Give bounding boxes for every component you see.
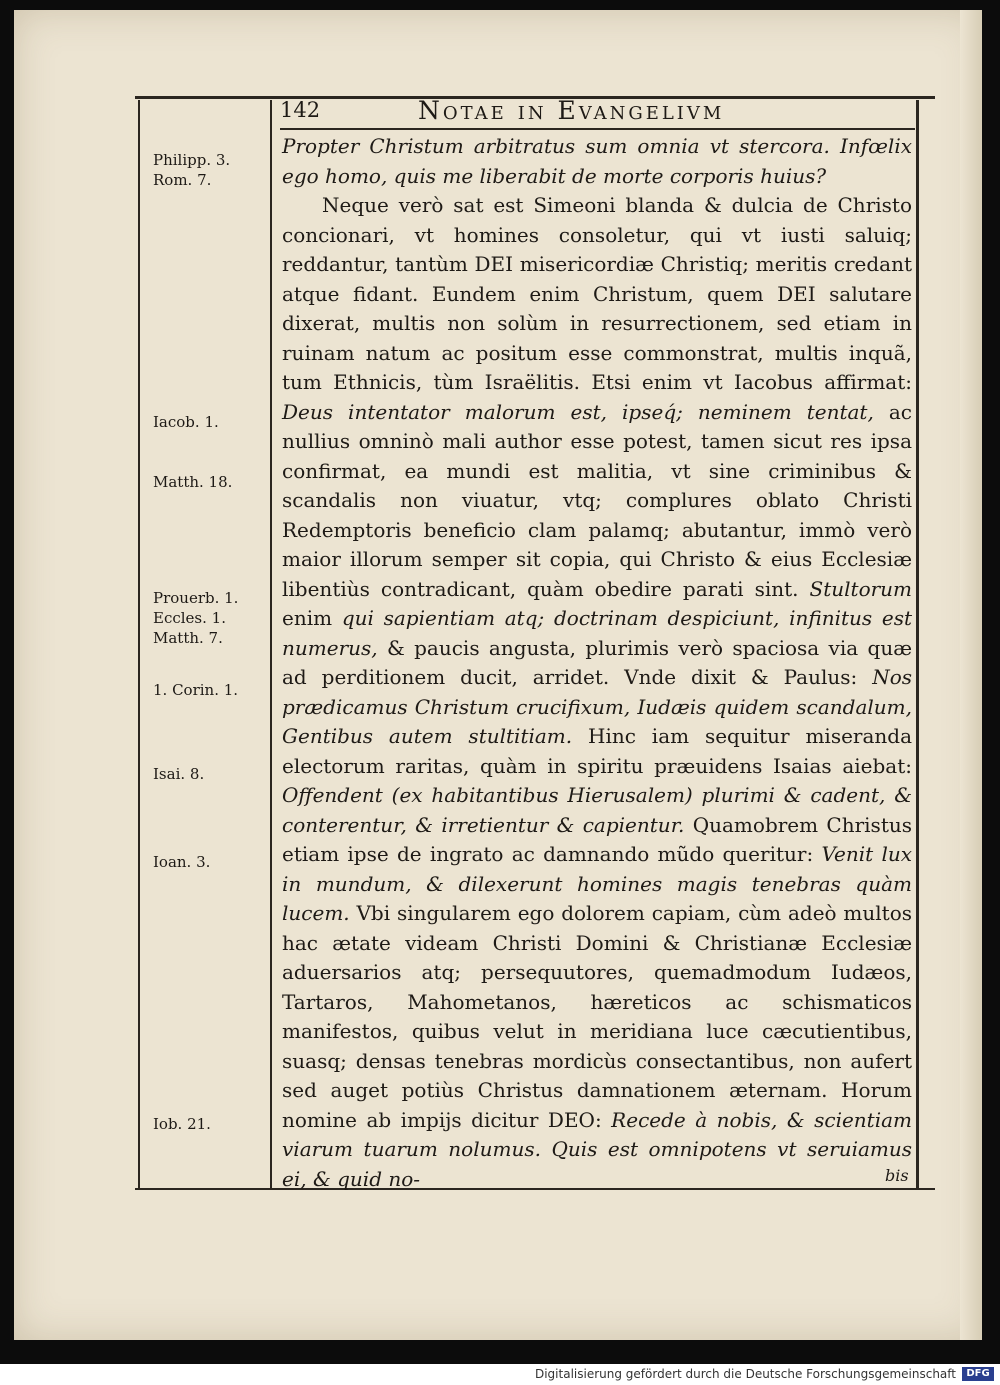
- scripture-quote: Nos prædicamus Christum crucifixum, Iudæis quidem scandalum, Gentibus autem stultitiam.: [282, 665, 912, 748]
- margin-note: Philipp. 3.: [153, 151, 231, 169]
- main-paragraph: [282, 191, 912, 1194]
- text-run: enim: [282, 606, 333, 630]
- left-border: [138, 100, 140, 1188]
- text-run: Hinc iam sequitur miseranda electorum raritas, quàm in spiritu præuidens Isaias aiebat:: [282, 724, 913, 778]
- margin-note: Isai. 8.: [153, 765, 205, 783]
- scripture-quote: plurimi & cadent, & conterentur, & irretientur & capientur.: [282, 783, 912, 837]
- text-run: Vbi singularem ego dolorem capiam, cùm adeò multos hac ætate videam Christi Domini & Christianæ Ecclesiæ aduersarios atq; persequutores, quemadmodum Iudæos, Tartaros, Mahometanos, hæreticos ac schismaticos manifestos, quibus velut in meridiana luce cæcutientibus, suasq; densas tenebras mordicùs consectantibus, non aufert sed auget potiùs Christus damnationem æternam. Horum nomine ab impijs dicitur DEO:: [282, 901, 912, 1132]
- body-text: [282, 132, 912, 1194]
- running-title: Notae in Evangelivm: [418, 96, 725, 125]
- margin-divider: [270, 100, 272, 1188]
- right-border: [916, 100, 919, 1188]
- margin-note: Iob. 21.: [153, 1115, 211, 1133]
- text-run: ac nullius omninò mali author esse potest, tamen sicut res ipsa confirmat, ea mundi est malitia, vt sine criminibus & scandalis non viuatur, vtq; complures oblato Christi Redemptoris beneficio clam palamq; abutantur, immò verò maior illorum semper sit copia, qui Christo & eius Ecclesiæ libentiùs contradicant, quàm obedire parati sint.: [282, 399, 912, 601]
- page-edge: [960, 10, 982, 1340]
- margin-note: Matth. 18.: [153, 473, 233, 491]
- page-number: 142: [280, 98, 321, 122]
- scripture-quote: Stultorum: [809, 576, 913, 601]
- scripture-quote: Offendent: [282, 783, 383, 807]
- scripture-quote: qui sapientiam atq; doctrinam despiciunt, infinitus est numerus,: [282, 606, 913, 660]
- dfg-logo: DFG: [962, 1367, 994, 1381]
- margin-note: Ioan. 3.: [153, 853, 211, 871]
- scripture-quote: Venit lux in mundum, & dilexerunt homines magis tenebras quàm lucem.: [282, 842, 913, 925]
- margin-note: Eccles. 1.: [153, 609, 226, 627]
- margin-note: Prouerb. 1.: [153, 589, 239, 607]
- text-run: Neque verò sat est Simeoni blanda & dulcia de Christo concionari, vt homines consoletur, qui vt iusti saluiq; reddantur, tantùm DEI misericordiæ Christiq; meritis credant atque fidant. Eundem enim Christum, quem DEI salutare dixerat, multis non solùm in resurrectionem, sed etiam in ruinam natum ac positum esse commonstrat, multis inquã, tum Ethnicis, tùm Israëlitis. Etsi enim vt Iacobus affirmat:: [282, 193, 912, 394]
- scripture-quote: (ex habitantibus Hierusalem): [391, 783, 693, 807]
- margin-note: Matth. 7.: [153, 629, 223, 647]
- margin-note: 1. Corin. 1.: [153, 681, 239, 699]
- header-rule: [280, 128, 915, 130]
- scripture-quote: Deus intentator malorum est, ipseq́; neminem tentat,: [282, 399, 874, 424]
- footer-bar: [0, 1364, 1000, 1385]
- footer-credit: Digitalisierung gefördert durch die Deutsche Forschungsgemeinschaft: [534, 1367, 956, 1381]
- catchword: bis: [885, 1166, 909, 1185]
- text-run: & paucis angusta, plurimis verò spaciosa via quæ ad perditionem ducit, arridet. Vnde dixit & Paulus:: [282, 635, 912, 689]
- margin-note: Iacob. 1.: [153, 413, 219, 431]
- quotation-opening: Propter Christum arbitratus sum omnia vt stercora. Infœlix ego homo, quis me liberabit de morte corporis huius?: [282, 134, 912, 188]
- text-run: Quamobrem Christus etiam ipse de ingrato ac damnando mũdo queritur:: [282, 812, 912, 866]
- margin-note: Rom. 7.: [153, 171, 212, 189]
- scripture-quote: Recede à nobis, & scientiam viarum tuarum nolumus. Quis est omnipotens vt seruiamus ei, & quid no-: [282, 1107, 912, 1191]
